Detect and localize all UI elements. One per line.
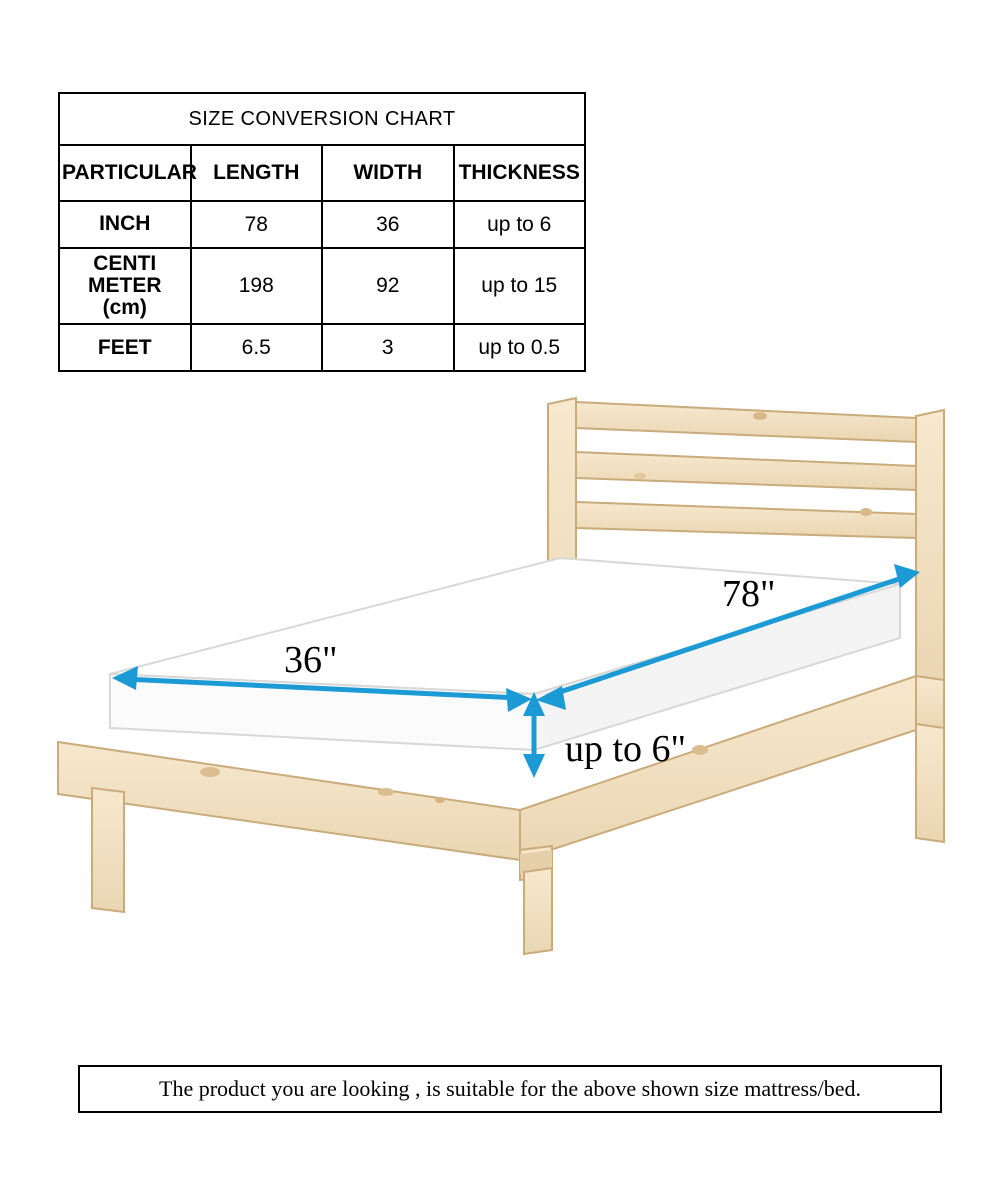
size-conversion-table [58,92,586,372]
cell-feet-width: 3 [322,324,454,371]
table-row [59,324,585,371]
header-particular: PARTICULAR [59,145,191,201]
cell-feet-length: 6.5 [191,324,323,371]
row-label-feet: FEET [59,324,191,371]
table-header-row [59,145,585,201]
header-thickness: THICKNESS [454,145,586,201]
product-note-box [78,1065,942,1113]
row-label-centimeter-line1: CENTI METER [88,252,162,298]
dimension-label-length: 78" [722,573,776,615]
product-note-text: The product you are looking , is suitable for the above shown size mattress/bed. [159,1076,861,1101]
bed-illustration-svg [0,380,1000,980]
cell-feet-thickness: up to 0.5 [454,324,586,371]
dimension-label-width: 36" [284,639,338,681]
row-label-centimeter-line2: (cm) [102,296,147,320]
cell-inch-width: 36 [322,201,454,248]
header-length: LENGTH [191,145,323,201]
row-label-centimeter [59,248,191,324]
bed-diagram [0,380,1000,980]
row-label-inch: INCH [59,201,191,248]
cell-inch-thickness: up to 6 [454,201,586,248]
cell-cm-width: 92 [322,248,454,324]
cell-cm-length: 198 [191,248,323,324]
table-title-row [59,93,585,145]
cell-cm-thickness: up to 15 [454,248,586,324]
dimension-label-thickness: up to 6" [565,728,687,770]
table-title: SIZE CONVERSION CHART [59,93,585,145]
table-row [59,201,585,248]
cell-inch-length: 78 [191,201,323,248]
header-width: WIDTH [322,145,454,201]
table-row [59,248,585,324]
